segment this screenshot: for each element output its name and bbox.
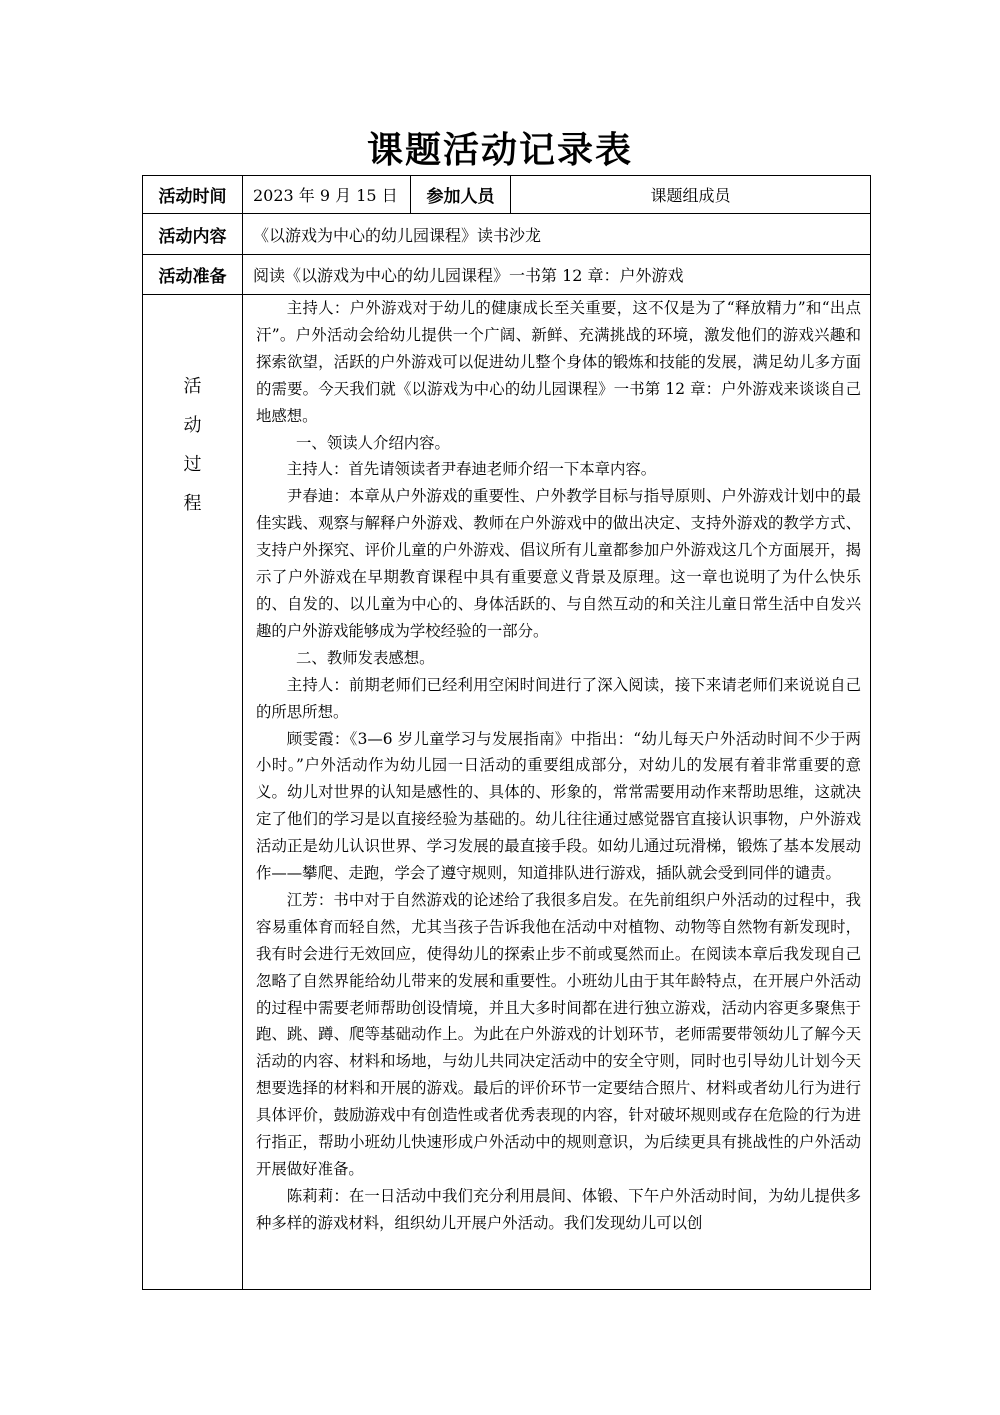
process-paragraph: 主持人：首先请领读者尹春迪老师介绍一下本章内容。: [286, 460, 657, 479]
process-paragraph: 陈莉莉：在一日活动中我们充分利用晨间、体锻、下午户外活动时间，为幼儿提供多种多样的游戏材料，组织幼儿开展户外活动。我们发现幼儿可以创: [256, 1186, 861, 1232]
process-label-char: 过: [183, 454, 202, 475]
activity-content-label: 活动内容: [143, 214, 243, 255]
row-time: [143, 176, 871, 214]
process-paragraph: 尹春迪：本章从户外游戏的重要性、户外教学目标与指导原则、户外游戏计划中的最佳实践、观察与解释户外游戏、教师在户外游戏中的做出决定、支持外游戏的教学方式、支持户外探究、评价儿童的户外游戏、倡议所有儿童都参加户外游戏这几个方面展开，揭示了户外游戏在早期教育课程中具有重要意义背景及原理。这一章也说明了为什么快乐的、自发的、以儿童为中心的、身体活跃的、与自然互动的和关注儿童日常生活中自发兴趣的户外游戏能够成为学校经验的一部分。: [256, 487, 861, 640]
process-paragraph: 江芳：书中对于自然游戏的论述给了我很多启发。在先前组织户外活动的过程中，我容易重体育而轻自然，尤其当孩子告诉我他在活动中对植物、动物等自然物有新发现时，我有时会进行无效回应，使得幼儿的探索止步不前或戛然而止。在阅读本章后我发现自己忽略了自然界能给幼儿带来的发展和重要性。小班幼儿由于其年龄特点，在开展户外活动的过程中需要老师帮助创设情境，并且大多时间都在进行独立游戏，活动内容更多聚焦于跑、跳、蹲、爬等基础动作上。为此在户外游戏的计划环节，老师需要带领幼儿了解今天活动的内容、材料和场地，与幼儿共同决定活动中的安全守则，同时也引导幼儿计划今天想要选择的材料和开展的游戏。最后的评价环节一定要结合照片、材料或者幼儿行为进行具体评价，鼓励游戏中有创造性或者优秀表现的内容，针对破坏规则或存在危险的行为进行指正，帮助小班幼儿快速形成户外活动中的规则意识，为后续更具有挑战性的户外活动开展做好准备。: [256, 890, 861, 1178]
process-label-char: 动: [183, 415, 202, 436]
section-heading: 一、领读人介绍内容。: [296, 433, 450, 452]
activity-prep-value: 阅读《以游戏为中心的幼儿园课程》一书第 12 章：户外游戏: [243, 255, 871, 295]
page-title: 课题活动记录表: [366, 130, 633, 171]
process-paragraph: 主持人：前期老师们已经利用空闲时间进行了深入阅读，接下来请老师们来说说自己的所思所想。: [256, 675, 861, 721]
row-process: [143, 295, 871, 1290]
process-label-char: 程: [183, 493, 202, 514]
activity-time-value: 2023 年 9 月 15 日: [243, 176, 411, 214]
members-value: 课题组成员: [511, 176, 871, 214]
activity-prep-label: 活动准备: [143, 255, 243, 295]
activity-process-label: [143, 295, 243, 1290]
activity-content-value: 《以游戏为中心的幼儿园课程》读书沙龙: [243, 214, 871, 255]
section-heading: 二、教师发表感想。: [296, 648, 435, 667]
members-label: 参加人员: [411, 176, 511, 214]
process-label-char: 活: [183, 376, 202, 397]
row-prep: [143, 255, 871, 295]
activity-process-content: [243, 295, 871, 1290]
process-paragraph: 主持人：户外游戏对于幼儿的健康成长至关重要，这不仅是为了“释放精力”和“出点汗”。户外活动会给幼儿提供一个广阔、新鲜、充满挑战的环境，激发他们的游戏兴趣和探索欲望，活跃的户外游戏可以促进幼儿整个身体的锻炼和技能的发展，满足幼儿多方面的需要。今天我们就《以游戏为中心的幼儿园课程》一书第 12 章：户外游戏来谈谈自己地感想。: [256, 299, 861, 425]
row-content: [143, 214, 871, 255]
activity-time-label: 活动时间: [143, 176, 243, 214]
activity-record-table: [142, 175, 871, 1290]
process-paragraph: 顾雯霞：《3—6 岁儿童学习与发展指南》中指出：“幼儿每天户外活动时间不少于两小时。”户外活动作为幼儿园一日活动的重要组成部分，对幼儿的发展有着非常重要的意义。幼儿对世界的认知是感性的、具体的、形象的，常常需要用动作来帮助思维，这就决定了他们的学习是以直接经验为基础的。幼儿往往通过感觉器官直接认识事物，户外游戏活动正是幼儿认识世界、学习发展的最直接手段。如幼儿通过玩滑梯，锻炼了基本发展动作——攀爬、走跑，学会了遵守规则，知道排队进行游戏，插队就会受到同伴的谴责。: [256, 729, 861, 883]
